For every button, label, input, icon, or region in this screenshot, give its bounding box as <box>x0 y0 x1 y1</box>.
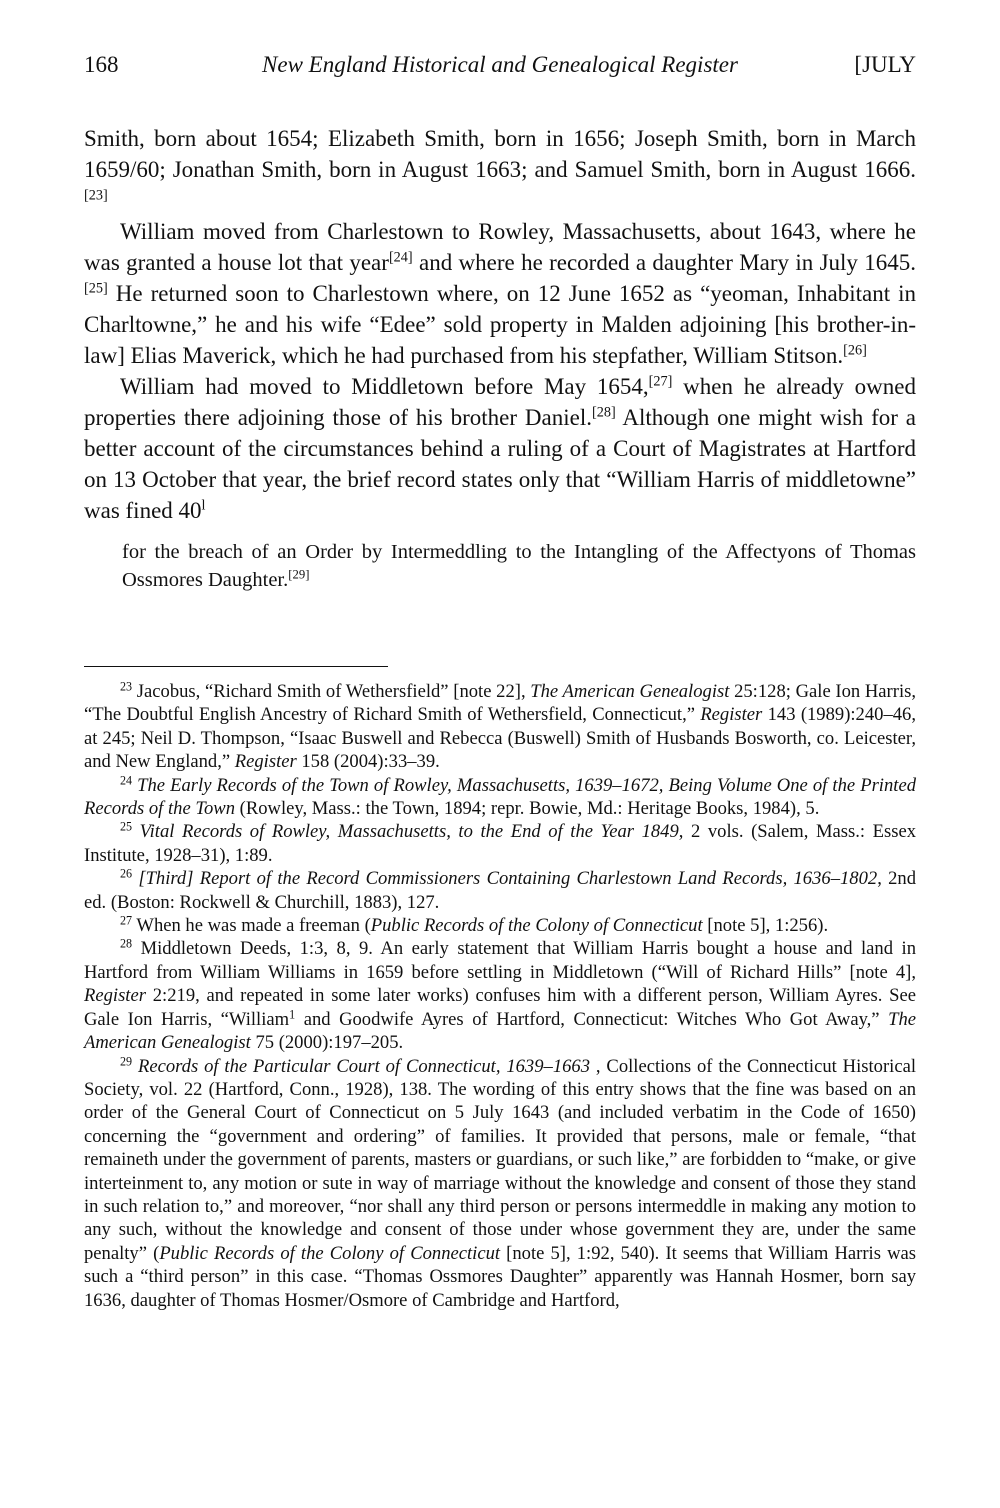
main-text <box>84 123 916 594</box>
footnote-ref-23[interactable]: [23] <box>84 187 108 204</box>
footnote-25: $^{25}$ Vital Records of Rowley, Massachusetts, to the End of the Year 1849, 2 vols. (Salem, Mass.: Essex Institute, 1928–31), 1:89. <box>84 819 916 866</box>
footnote-28: $^{28}$ Middletown Deeds, 1:3, 8, 9. An early statement that William Harris bought a house and land in Hartford from William Williams in 1659 before settling in Middletown (“Will of Richard Hills” [note 4], Register 2:219, and repeated in some later works) confuses him with a different person, William Ayres. See Gale Ion Harris, “William$^1$ and Goodwife Ayres of Hartford, Connecticut: Witches Who Got Away,” The American Genealogist 75 (2000):197–205. <box>84 936 917 1054</box>
footnote-ref-28[interactable]: [28] <box>592 404 616 421</box>
footnotes <box>84 680 916 1312</box>
footnote-ref-26[interactable]: [26] <box>843 342 867 359</box>
footnote-ref-27[interactable]: [27] <box>648 373 673 390</box>
footnote-23: $^{23}$ Jacobus, “Richard Smith of Wethersfield” [note 22], The American Genealogist 25:128; Gale Ion Harris, “The Doubtful English Ancestry of Richard Smith of Wethersfield, Connecticut,” Register 143 (1989):240–46, at 245; Neil D. Thompson, “Isaac Buswell and Rebecca (Buswell) Smith of Husbands Bosworth, co. Leicester, and New England,” Register 158 (2004):33–39. <box>84 679 916 773</box>
footnote-divider <box>84 666 388 667</box>
running-header <box>84 50 916 80</box>
block-quote: for the breach of an Order by Intermeddling to the Intangling of the Affectyons of Thomas Ossmores Daughter.[29] <box>122 541 916 591</box>
journal-title: New England Historical and Genealogical Register <box>262 52 738 77</box>
footnote-ref-25[interactable]: [25] <box>84 280 108 297</box>
paragraph-3: William had moved to Middletown before May 1654,[27] when he already owned properties there adjoining those of his brother Daniel.[28] Although one might wish for a better account of the circumstances behind a ruling of a Court of Magistrates at Hartford on 13 October that year, the brief record states only that “William Harris of middletowne” was fined 40$^l$ <box>84 373 916 523</box>
footnote-24: $^{24}$ The Early Records of the Town of Rowley, Massachusetts, 1639–1672, Being Volume One of the Printed Records of the Town (Rowley, Mass.: the Town, 1894; repr. Bowie, Md.: Heritage Books, 1984), 5. <box>84 772 916 820</box>
issue-month: [JULY <box>854 52 916 77</box>
page-number: 168 <box>84 52 119 77</box>
footnote-26: $^{26}$ [Third] Report of the Record Commissioners Containing Charlestown Land Records, 1636–1802, 2nd ed. (Boston: Rockwell & Churchill, 1883), 127. <box>84 866 916 913</box>
paragraph-1: Smith, born about 1654; Elizabeth Smith, born in 1656; Joseph Smith, born in March 1659/60; Jonathan Smith, born in August 1663; and Samuel Smith, born in August 1666.[23] <box>84 126 916 204</box>
paragraph-2: William moved from Charlestown to Rowley, Massachusetts, about 1643, where he was granted a house lot that year[24] and where he recorded a daughter Mary in July 1645.[25] He returned soon to Charlestown where, on 12 June 1652 as “yeoman, Inhabitant in Charltowne,” he and his wife “Edee” sold property in Malden adjoining [his brother-in-law] Elias Maverick, which he had purchased from his stepfather, William Stitson.[26] <box>84 219 916 368</box>
footnote-ref-29[interactable]: [29] <box>288 567 310 582</box>
footnote-ref-24[interactable]: [24] <box>388 249 413 266</box>
footnote-29: $^{29}$ Records of the Particular Court of Connecticut, 1639–1663 , Collections of the Connecticut Historical Society, vol. 22 (Hartford, Conn., 1928), 138. The wording of this entry shows that the fine was based on an order of the General Court of Connecticut on 5 July 1643 (and included verbatim in the Code of 1650) concerning the “government and ordering” of families. It provided that persons, male or female, “that remaineth under the government of parents, masters or guardians, or such like,” are forbidden to “make, or give interteinment to, any motion or sute in way of marriage without the knowledge and consent of those they stand in such relation to,” and moreover, “nor shall any third person or persons intermeddle in making any motion to any such, without the knowledge and consent of those under whose government they are, under the same penalty” (Public Records of the Colony of Connecticut [note 5], 1:92, 540). It seems that William Harris was such a “third person” in this case. “Thomas Ossmores Daughter” apparently was Hannah Hosmer, born say 1636, daughter of Thomas Hosmer/Osmore of Cambridge and Hartford, <box>84 1053 916 1311</box>
footnote-27: $^{27}$ When he was made a freeman (Public Records of the Colony of Connecticut [note 5], 1:256). <box>120 913 829 937</box>
shilling-unit: l <box>201 497 206 514</box>
